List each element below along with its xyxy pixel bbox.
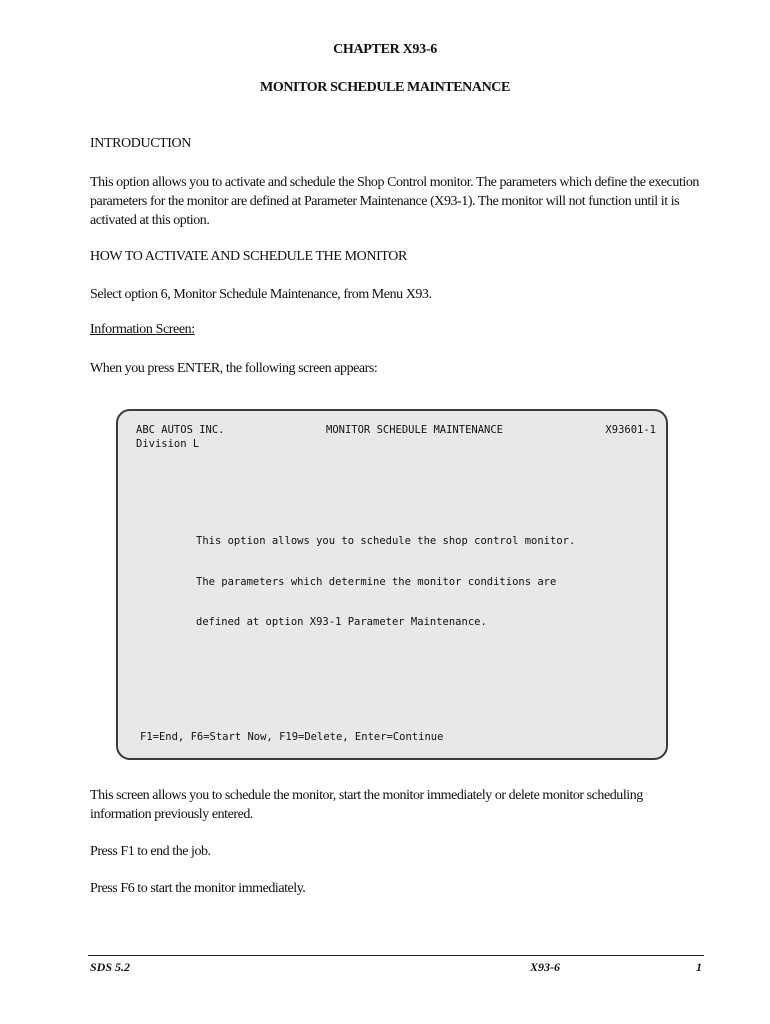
howto-heading: HOW TO ACTIVATE AND SCHEDULE THE MONITOR — [90, 249, 407, 264]
screen-function-keys: F1=End, F6=Start Now, F19=Delete, Enter=Continue — [140, 731, 444, 743]
information-screen-heading: Information Screen: — [90, 322, 195, 337]
screen-title: MONITOR SCHEDULE MAINTENANCE — [326, 424, 504, 436]
screen-message — [196, 508, 575, 657]
howto-paragraph: Select option 6, Monitor Schedule Maintenance, from Menu X93. — [90, 287, 432, 302]
footer-chapter: X93-6 — [530, 960, 560, 974]
footer-page-number: 1 — [696, 960, 702, 974]
f1-instruction: Press F1 to end the job. — [90, 844, 211, 859]
screen-message-line: This option allows you to schedule the shop control monitor. — [196, 535, 576, 547]
screen-description-paragraph: This screen allows you to schedule the monitor, start the monitor immediately or delete monitor scheduling information previously entered. — [90, 788, 643, 822]
footer-divider — [88, 955, 704, 956]
page-title: MONITOR SCHEDULE MAINTENANCE — [260, 80, 510, 95]
terminal-screen-figure — [116, 409, 668, 760]
screen-message-line: The parameters which determine the monitor conditions are — [196, 575, 557, 588]
screen-division: Division L — [136, 438, 200, 450]
footer-version: SDS 5.2 — [90, 960, 131, 974]
f6-instruction: Press F6 to start the monitor immediately. — [90, 881, 306, 896]
screen-message-line: defined at option X93-1 Parameter Maintenance. — [196, 616, 487, 628]
screen-program-id: X93601-1 — [605, 424, 656, 436]
information-screen-paragraph: When you press ENTER, the following screen appears: — [90, 361, 378, 376]
screen-company-name: ABC AUTOS INC. — [136, 424, 225, 436]
introduction-heading: INTRODUCTION — [90, 136, 191, 151]
introduction-paragraph: This option allows you to activate and schedule the Shop Control monitor. The parameters which define the execution parameters for the monitor are defined at Parameter Maintenance (X93-1). The monitor will not function until it is activated at this option. — [90, 175, 699, 228]
chapter-heading: CHAPTER X93-6 — [333, 42, 437, 57]
